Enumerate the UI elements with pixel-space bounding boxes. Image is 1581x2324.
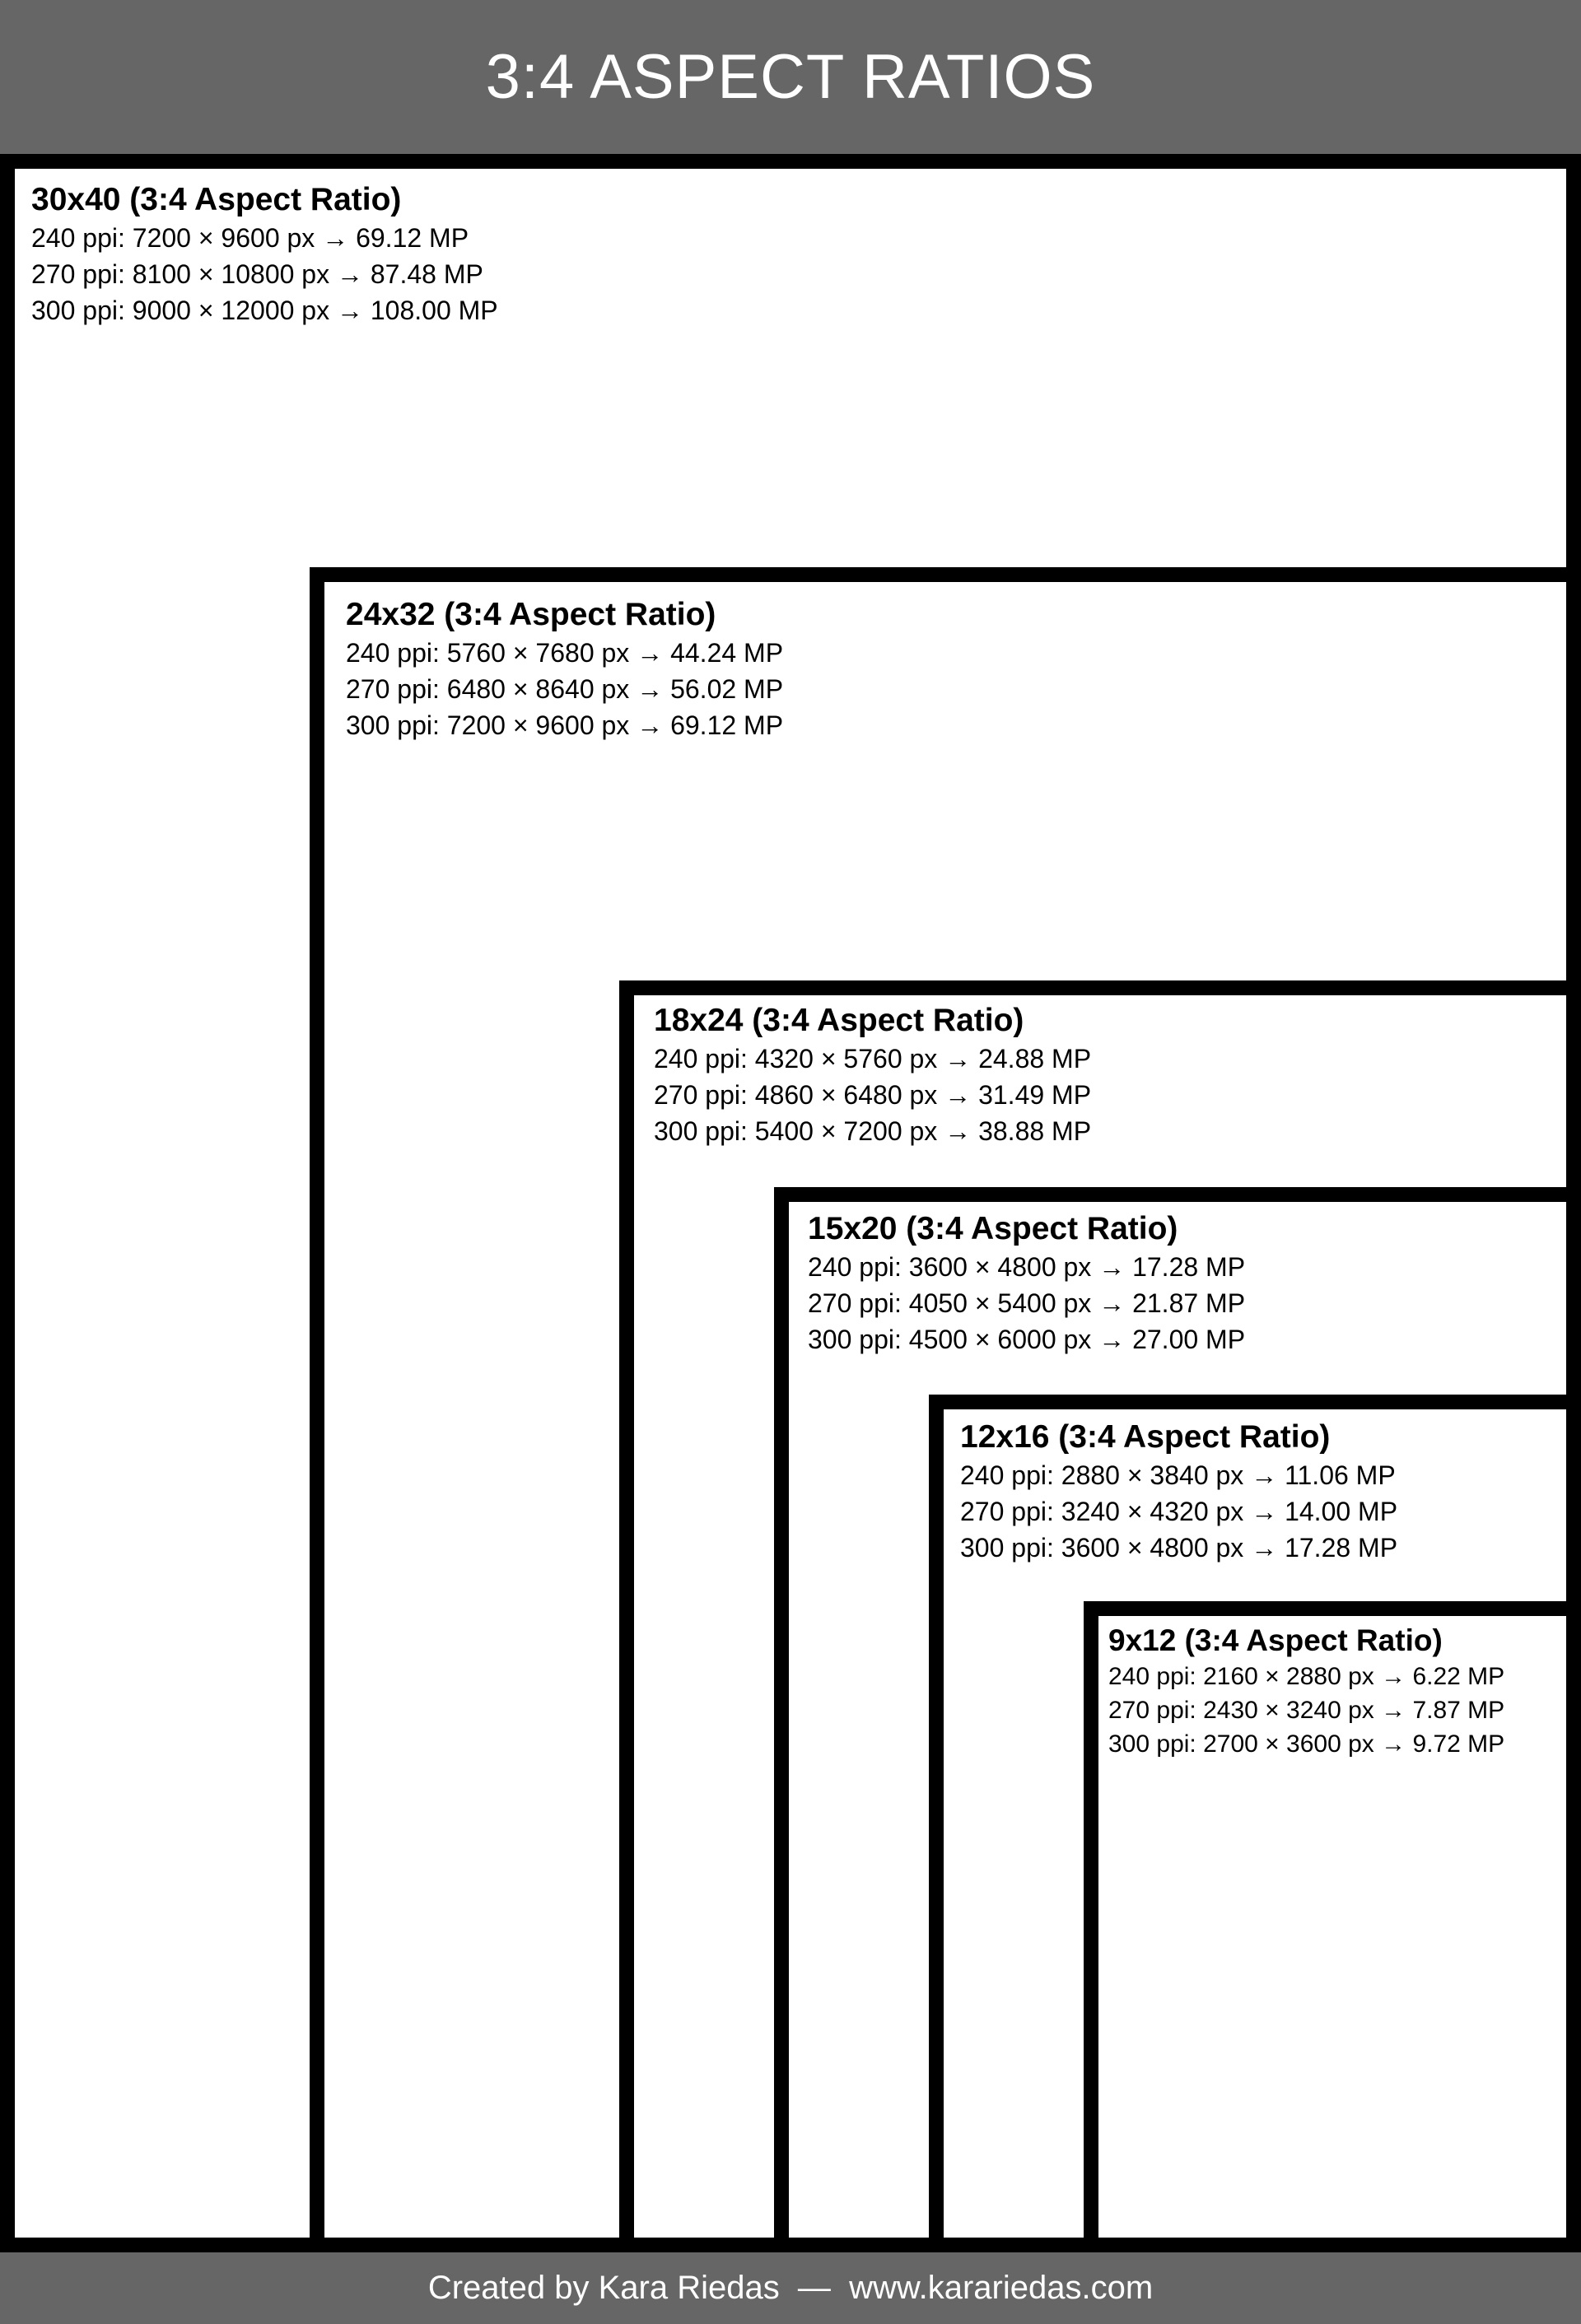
footer-credit: Created by Kara Riedas — www.karariedas.com <box>427 2270 1154 2306</box>
size-label-12x16 <box>960 1418 1397 1566</box>
size-title-12x16: 12x16 (3:4 Aspect Ratio) <box>960 1419 1331 1455</box>
size-spec-30x40-240ppi: 240 ppi: 7200 × 9600 px → 69.12 MP <box>31 223 469 253</box>
size-spec-18x24-240ppi: 240 ppi: 4320 × 5760 px → 24.88 MP <box>654 1044 1092 1074</box>
size-comparison-canvas <box>0 154 1581 2252</box>
size-spec-30x40-270ppi: 270 ppi: 8100 × 10800 px → 87.48 MP <box>31 259 483 289</box>
size-spec-24x32-270ppi: 270 ppi: 6480 × 8640 px → 56.02 MP <box>346 674 784 704</box>
size-spec-18x24-300ppi: 300 ppi: 5400 × 7200 px → 38.88 MP <box>654 1116 1092 1146</box>
size-label-18x24 <box>654 1001 1091 1149</box>
size-title-30x40: 30x40 (3:4 Aspect Ratio) <box>31 182 402 217</box>
size-title-9x12: 9x12 (3:4 Aspect Ratio) <box>1108 1623 1443 1657</box>
size-label-24x32 <box>346 595 783 743</box>
size-spec-15x20-300ppi: 300 ppi: 4500 × 6000 px → 27.00 MP <box>808 1325 1246 1354</box>
size-spec-24x32-300ppi: 300 ppi: 7200 × 9600 px → 69.12 MP <box>346 710 784 740</box>
size-label-15x20 <box>808 1209 1245 1358</box>
size-spec-30x40-300ppi: 300 ppi: 9000 × 12000 px → 108.00 MP <box>31 296 498 325</box>
size-spec-12x16-300ppi: 300 ppi: 3600 × 4800 px → 17.28 MP <box>960 1533 1398 1563</box>
page-title: 3:4 ASPECT RATIOS <box>485 42 1096 112</box>
size-label-30x40 <box>31 180 498 328</box>
size-title-18x24: 18x24 (3:4 Aspect Ratio) <box>654 1003 1024 1038</box>
size-title-15x20: 15x20 (3:4 Aspect Ratio) <box>808 1211 1178 1246</box>
size-spec-9x12-270ppi: 270 ppi: 2430 × 3240 px → 7.87 MP <box>1108 1697 1505 1724</box>
size-spec-12x16-240ppi: 240 ppi: 2880 × 3840 px → 11.06 MP <box>960 1460 1396 1490</box>
size-spec-24x32-240ppi: 240 ppi: 5760 × 7680 px → 44.24 MP <box>346 638 784 668</box>
footer-band <box>0 2252 1581 2324</box>
size-title-24x32: 24x32 (3:4 Aspect Ratio) <box>346 597 716 632</box>
size-spec-12x16-270ppi: 270 ppi: 3240 × 4320 px → 14.00 MP <box>960 1497 1398 1526</box>
size-spec-9x12-300ppi: 300 ppi: 2700 × 3600 px → 9.72 MP <box>1108 1730 1505 1758</box>
size-spec-15x20-240ppi: 240 ppi: 3600 × 4800 px → 17.28 MP <box>808 1252 1246 1282</box>
size-spec-18x24-270ppi: 270 ppi: 4860 × 6480 px → 31.49 MP <box>654 1080 1092 1110</box>
header-band <box>0 0 1581 154</box>
size-spec-15x20-270ppi: 270 ppi: 4050 × 5400 px → 21.87 MP <box>808 1288 1246 1318</box>
size-label-9x12 <box>1108 1622 1504 1761</box>
size-spec-9x12-240ppi: 240 ppi: 2160 × 2880 px → 6.22 MP <box>1108 1663 1505 1690</box>
